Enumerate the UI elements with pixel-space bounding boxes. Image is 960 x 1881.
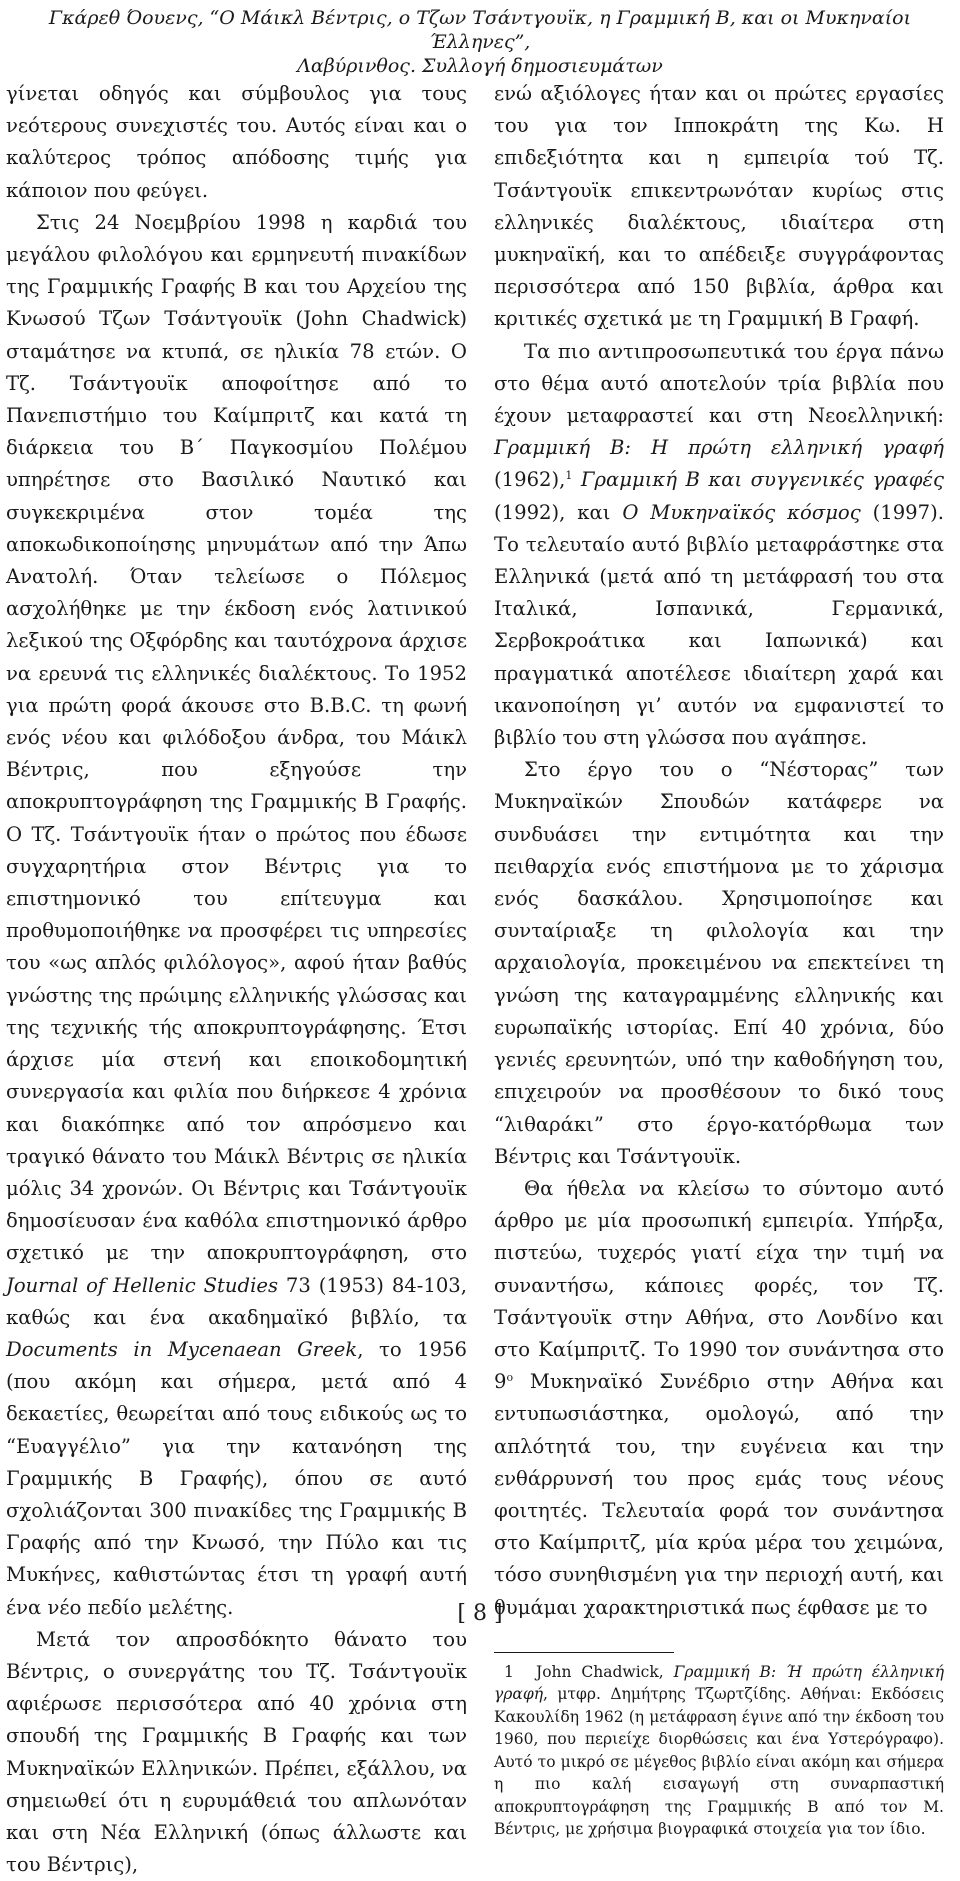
ordinal-suffix: ο: [506, 1371, 514, 1385]
book-title: Γραμμική Β: Η πρώτη ελληνική γραφή: [494, 436, 944, 460]
footnote-number: 1: [504, 1662, 514, 1681]
header-collection: Λαβύρινθος. Συλλογή δημοσιευμάτων: [297, 55, 663, 77]
book-title: Ο Μυκηναϊκός κόσμος: [622, 500, 861, 524]
right-column: [494, 78, 944, 1841]
book-title: Documents in Mycenaean Greek: [6, 1337, 358, 1361]
footnote-book-title: Γραμμική Β: Ή πρώτη έλληνική γραφή: [494, 1662, 944, 1704]
paragraph: Στις 24 Νοεμβρίου 1998 η καρδιά του μεγάλου φιλολόγου και ερμηνευτή πινακίδων της Γραμμικής Γραφής Β και του Αρχείου της Κνωσού Τζων Τσάντγουϊκ (John Chadwick) σταμάτησε να κτυπά, σε ηλικία 78 ετών. Ο Τζ. Τσάντγουϊκ αποφοίτησε από το Πανεπιστήμιο του Καίμπριτζ και κατά τη διάρκεια του Β΄ Παγκοσμίου Πολέμου υπηρέτησε στο Βασιλικό Ναυτικό και συγκεκριμένα στον τομέα της αποκωδικοποίησης μηνυμάτων από την Άπω Ανατολή. Όταν τελείωσε ο Πόλεμος ασχολήθηκε με την έκδοση ενός λατινικού λεξικού της Οξφόρδης και ταυτόχρονα άρχισε να ερευνά τις ελληνικές διαλέκτους. Το 1952 για πρώτη φορά άκουσε στο B.B.C. τη φωνή ενός νέου και φιλόδοξου άνδρα, του Μάικλ Βέντρις, που εξηγούσε την αποκρυπτογράφηση της Γραμμικής Β Γραφής. Ο Τζ. Τσάντγουϊκ ήταν ο πρώτος που έδωσε συγχαρητήρια στον Βέντρις για το επιστημονικό του επίτευγμα και προθυμοποιήθηκε να προσφέρει τις υπηρεσίες του «ως απλός φιλόλογος», αφού ήταν βαθύς γνώστης της πρώιμης ελληνικής γλώσσας και της τεχνικής τής αποκρυπτογράφησης. Έτσι άρχισε μία στενή και εποικοδομητική συνεργασία και φιλία που διήρκεσε 4 χρόνια και διακόπηκε από τον απρόσμενο και τραγικό θάνατο του Μάικλ Βέντρις σε ηλικία μόλις 34 χρονών. Οι Βέντρις και Τσάντγουϊκ δημοσίευσαν ένα καθόλα επιστημονικό άρθρο σχετικό με την αποκρυπτογράφηση, στο Journal of Hellenic Studies 73 (1953) 84-103, καθώς και ένα ακαδημαϊκό βιβλίο, τα Documents in Mycenaean Greek, το 1956 (που ακόμη και σήμερα, μετά από 4 δεκαετίες, θεωρείται από τους ειδικούς ως το “Ευαγγέλιο” για την κατανόηση της Γραμμικής Β Γραφής), όπου σε αυτό σχολιάζονται 300 πινακίδες της Γραμμικής Β Γραφής από την Κνωσό, την Πύλο και τις Μυκήνες, καθιστώντας έτσι τη γραφή αυτή ένα νέο πεδίο μελέτης.: [6, 210, 468, 1619]
page-number: [ 8 ]: [457, 1601, 503, 1626]
running-header: [20, 6, 940, 78]
paragraph: ενώ αξιόλογες ήταν και οι πρώτες εργασίες του για τον Ιπποκράτη της Κω. Η επιδεξιότητα και η εμπειρία τού Τζ. Τσάντγουϊκ επικεντρωνόταν κυρίως στις ελληνικές διαλέκτους, ιδιαίτερα στη μυκηναϊκή, και το απέδειξε συγγράφοντας περισσότερα από 150 βιβλία, άρθρα και κριτικές σχετικά με τη Γραμμική Β Γραφή.: [494, 82, 944, 331]
footnote-reference[interactable]: 1: [565, 469, 573, 483]
paragraph: Μετά τον απροσδόκητο θάνατο του Βέντρις, ο συνεργάτης του Τζ. Τσάντγουϊκ αφιέρωσε περισσότερα από 40 χρόνια στη σπουδή της Γραμμικής Β Γραφής και των Μυκηναϊκών Ελληνικών. Πρέπει, εξάλλου, να σημειωθεί ότι η ευρυμάθειά του απλωνόταν και στη Νέα Ελληνική (όπως άλλωστε και του Βέντρις),: [6, 1627, 467, 1877]
paragraph: γίνεται οδηγός και σύμβουλος για τους νεότερους συνεχιστές του. Αυτός είναι και ο καλύτερος τρόπος απόδοσης τιμής για κάποιον που φεύγει.: [6, 82, 467, 202]
paragraph: Τα πιο αντιπροσωπευτικά του έργα πάνω στο θέμα αυτό αποτελούν τρία βιβλία που έχουν μεταφραστεί και στη Νεοελληνική: Γραμμική Β: Η πρώτη ελληνική γραφή (1962),$^1$ Γραμμική Β και συγγενικές γραφές (1992), και Ο Μυκηναϊκός κόσμος (1997). Το τελευταίο αυτό βιβλίο μεταφράστηκε στα Ελληνικά (μετά από τη μετάφρασή του στα Ιταλικά, Ισπανικά, Γερμανικά, Σερβοκροάτικα και Ιαπωνικά) και πραγματικά αποτέλεσε ιδιαίτερη χαρά και ικανοποίηση γι’ αυτόν να εμφανιστεί το βιβλίο του στη γλώσσα που αγάπησε.: [494, 339, 944, 750]
footnote: 1 John Chadwick, Γραμμική Β: Ή πρώτη έλληνική γραφή, μτφρ. Δημήτρης Τζωρτζίδης. Αθήναι: Εκδόσεις Κακουλίδη 1962 (η μετάφραση έγινε από την έκδοση του 1960, που περιείχε διορθώσεις και ένα Υστερόγραφο). Αυτό το μικρό σε μέγεθος βιβλίο είναι ακόμη και σήμερα η πιο καλή εισαγωγή στη συναρπαστική αποκρυπτογράφηση της Γραμμικής Β από τον Μ. Βέντρις, με χρήσιμα βιογραφικά στοιχεία για τον ίδιο.: [494, 1662, 944, 1839]
paragraph: Θα ήθελα να κλείσω το σύντομο αυτό άρθρο με μία προσωπική εμπειρία. Υπήρξα, πιστεύω, τυχερός γιατί είχα την τιμή να συναντήσω, κάποιες φορές, τον Τζ. Τσάντγουϊκ στην Αθήνα, στο Λονδίνο και στο Καίμπριτζ. Το 1990 τον συνάντησα στο $9^o$ Μυκηναϊκό Συνέδριο στην Αθήνα και εντυπωσιάστηκα, ομολογώ, από την απλότητά του, την ευγένεια και την ενθάρρυνσή του προς εμάς τους νέους φοιτητές. Τελευταία φορά τον συνάντησα στο Καίμπριτζ, μία κρύα μέρα του χειμώνα, τόσο συνηθισμένη για την περιοχή αυτή, και θυμάμαι χαρακτηριστικά πως έφθασε με το: [494, 1176, 945, 1619]
paragraph: Στο έργο του ο “Νέστορας” των Μυκηναϊκών Σπουδών κατάφερε να συνδυάσει την εντιμότητα και την πειθαρχία ενός επιστήμονα με το χάρισμα ενός δασκάλου. Χρησιμοποίησε και συνταίριαξε τη φιλολογία και την αρχαιολογία, προκειμένου να επεκτείνει τη γνώση της καταγραμμένης ελληνικής και ευρωπαϊκής ιστορίας. Επί 40 χρόνια, δύο γενιές ερευνητών, υπό την καθοδήγηση του, επιχειρούν να προσθέσουν το δικό τους “λιθαράκι” στο έργο-κατόρθωμα των Βέντρις και Τσάντγουϊκ.: [494, 758, 944, 1168]
journal-title: Journal of Hellenic Studies: [6, 1273, 279, 1297]
header-citation: Γκάρεθ Όουενς, “Ο Μάικλ Βέντρις, ο Τζων Τσάντγουϊκ, η Γραμμική Β, και οι Μυκηναίοι Έλληνες”,: [48, 7, 912, 53]
book-title: Γραμμική Β και συγγενικές γραφές: [580, 468, 944, 492]
footnote-divider: [494, 1652, 674, 1653]
